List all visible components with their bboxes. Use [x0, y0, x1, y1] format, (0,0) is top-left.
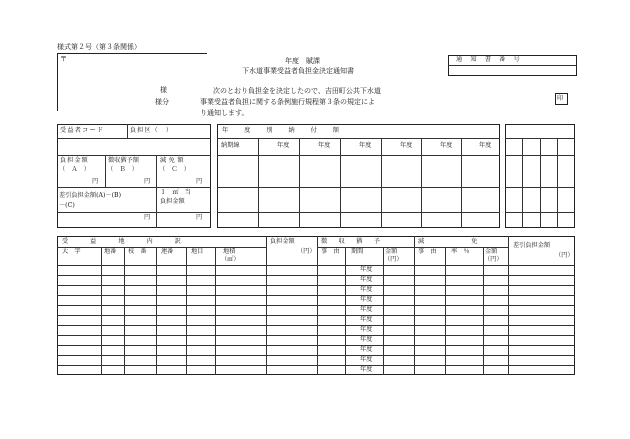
section-collection-header: 徴 収 猶 予: [321, 238, 383, 245]
col-period: 期間: [351, 248, 364, 255]
year-col-1: 年度: [277, 142, 290, 149]
col-aza: 大 字: [62, 248, 81, 255]
exemption-yen: 円: [196, 178, 203, 185]
zone-label: 負担区（ ）: [130, 127, 174, 134]
title-year-levy: 年度 賦課: [285, 57, 320, 65]
section-land-header: 受 益 地 内 訳: [62, 238, 185, 245]
seal-text: 印: [557, 95, 564, 102]
notice-number-label: 通 知 書 番 号: [456, 56, 521, 63]
col-reason: 事 由: [321, 248, 340, 255]
body-line-3: り通知します。: [200, 109, 249, 117]
row-year-5: 年度: [360, 306, 373, 313]
section-net-header: 差引負担金額: [513, 242, 551, 249]
row-year-9: 年度: [360, 346, 373, 353]
row-year-7: 年度: [360, 326, 373, 333]
yearly-header: 年 度 別 納 付 額: [222, 127, 341, 134]
net-amount-label: 差引負担金額(A)－(B): [59, 192, 121, 199]
row-year-2: 年度: [360, 276, 373, 283]
row-year-1: 年度: [360, 266, 373, 273]
form-id: 様式第２号（第３条関係）: [57, 43, 141, 51]
per-sqm-yen: 円: [196, 214, 203, 221]
per-sqm-label: １ ㎡ 当: [160, 189, 191, 196]
row-year-11: 年度: [360, 366, 373, 373]
row-year-10: 年度: [360, 356, 373, 363]
deferred-label: 徴収猶予額: [108, 157, 139, 164]
year-col-6: 年度: [479, 142, 492, 149]
col-chimoku: 地目: [191, 248, 204, 255]
year-col-2: 年度: [318, 142, 331, 149]
year-col-4: 年度: [400, 142, 413, 149]
body-line-1: 次のとおり負担金を決定したので、吉田町公共下水道: [213, 87, 381, 95]
addressee-sama-bun: 様分: [155, 98, 169, 106]
col-reason-2: 事 由: [418, 248, 437, 255]
row-year-8: 年度: [360, 336, 373, 343]
year-col-5: 年度: [440, 142, 453, 149]
section-burden-header: 負担金額: [270, 238, 295, 245]
col-amount-2: 金額: [485, 248, 498, 255]
col-amount-unit: （円）: [384, 256, 403, 263]
body-line-2: 事業受益者負担に関する条例施行規程第３条の規定によ: [200, 98, 375, 106]
col-rate: 率 ％: [451, 248, 470, 255]
burden-amount-sub: （ Ａ ）: [59, 166, 90, 173]
code-label: 受益者コード: [60, 127, 105, 134]
row-year-4: 年度: [360, 296, 373, 303]
page-title: 下水道事業受益者負担金決定通知書: [242, 67, 354, 75]
section-net-unit: （円）: [555, 252, 574, 259]
year-col-3: 年度: [359, 142, 372, 149]
col-chiseki: 地積: [223, 248, 236, 255]
exemption-label: 減免額: [160, 157, 187, 164]
address-box: [57, 53, 207, 111]
addressee-sama: 様: [160, 86, 167, 94]
net-amount-sub: －(C): [59, 202, 75, 209]
col-amount: 金額: [385, 248, 398, 255]
section-reduction-header: 減 免: [418, 238, 479, 245]
burden-amount-label: 負担金額: [60, 157, 89, 164]
deferred-yen: 円: [144, 178, 151, 185]
col-renban: 連番: [161, 248, 174, 255]
row-year-3: 年度: [360, 286, 373, 293]
col-edaban: 枝 番: [128, 248, 147, 255]
per-sqm-sub: 負担金額: [160, 198, 185, 205]
net-yen: 円: [144, 214, 151, 221]
term-label: 納期線: [221, 142, 240, 149]
col-chiban: 地番: [104, 248, 117, 255]
deferred-sub: （ Ｂ ）: [107, 166, 138, 173]
exemption-sub: （ Ｃ ）: [159, 166, 190, 173]
postal-mark: 〒: [60, 55, 67, 63]
col-chiseki-unit: （㎡）: [221, 256, 240, 263]
burden-yen: 円: [92, 178, 99, 185]
col-amount-2-unit: （円）: [484, 256, 503, 263]
col-burden-yen: （円）: [297, 248, 316, 255]
row-year-6: 年度: [360, 316, 373, 323]
